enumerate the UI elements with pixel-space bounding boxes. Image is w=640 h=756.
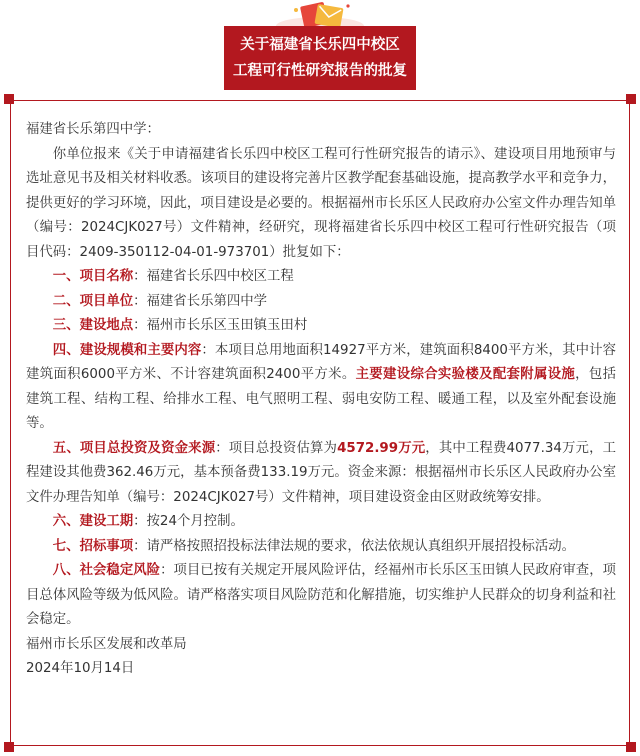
item-text: ：福州市长乐区玉田镇玉田村	[133, 318, 308, 333]
item-project-unit	[26, 290, 616, 315]
item-text: ，包括建筑工程、结构工程、给排水工程、电气照明工程、弱电安防工程、暖通工程，以及室外配套设施等。	[26, 367, 617, 431]
item-text: ，其中工程费4077.34万元，工程建设其他费362.46万元，基本预备费133.19万元。资金来源：根据福州市长乐区人民政府办公室文件办理告知单（编号：2024CJK027号）文件精神，项目建设资金由区财政统筹安排。	[26, 440, 617, 505]
document-body	[26, 118, 616, 682]
page-title	[224, 26, 416, 90]
date: 2024年10月14日	[26, 661, 135, 676]
title-line-2: 工程可行性研究报告的批复	[233, 63, 407, 79]
item-text: ：福建省长乐四中校区工程	[133, 269, 294, 284]
item-text: ：请严格按照招投标法律法规的要求，依法依规认真组织开展招投标活动。	[133, 538, 576, 554]
item-highlight: 4572.99万元	[337, 440, 426, 456]
item-risk	[26, 559, 616, 633]
item-label: 一、项目名称	[52, 269, 134, 284]
frame-corner	[626, 94, 636, 104]
item-text: ：本项目总用地面积14927平方米，建筑面积8400平方米，其中计容建筑面积6000平方米、不计容建筑面积2400平方米。	[26, 342, 616, 382]
item-text: ：项目总投资估算为	[215, 440, 338, 456]
frame-corner	[4, 94, 14, 104]
frame-corner	[4, 742, 14, 752]
title-line-1: 关于福建省长乐四中校区	[240, 37, 400, 53]
item-text: ：项目已按有关规定开展风险评估，经福州市长乐区玉田镇人民政府审查，项目总体风险等级为低风险。请严格落实项目风险防范和化解措施，切实维护人民群众的切身利益和社会稳定。	[26, 563, 616, 627]
item-label: 七、招标事项	[52, 538, 134, 554]
signature: 福州市长乐区发展和改革局	[26, 636, 187, 652]
item-bidding	[26, 535, 616, 560]
item-label: 五、项目总投资及资金来源	[52, 440, 216, 456]
item-text: ：福建省长乐第四中学	[133, 293, 268, 309]
addressee: 福建省长乐第四中学：	[26, 122, 160, 137]
item-highlight: 主要建设综合实验楼及配套附属设施	[355, 367, 576, 382]
item-scale	[26, 339, 616, 437]
item-duration	[26, 510, 616, 535]
item-label: 八、社会稳定风险	[52, 563, 161, 578]
item-label: 二、项目单位	[52, 293, 134, 309]
item-label: 四、建设规模和主要内容	[52, 342, 202, 358]
item-text: ：按24个月控制。	[133, 514, 244, 529]
intro-paragraph: 你单位报来《关于申请福建省长乐四中校区工程可行性研究报告的请示》、建设项目用地预审与选址意见书及相关材料收悉。该项目的建设将完善片区教学配套基础设施，提高教学水平和竞争力，提供更好的学习环境，因此，项目建设是必要的。根据福州市长乐区人民政府办公室文件办理告知单（编号：2024CJK027号）文件精神，经研究，现将福建省长乐四中校区工程可行性研究报告（项目代码：2409-350112-04-01-973701）批复如下：	[26, 146, 616, 260]
item-project-name	[26, 265, 616, 290]
item-label: 三、建设地点	[52, 318, 134, 333]
item-investment	[26, 437, 616, 511]
item-label: 六、建设工期	[52, 514, 134, 529]
frame-corner	[626, 742, 636, 752]
item-location	[26, 314, 616, 339]
